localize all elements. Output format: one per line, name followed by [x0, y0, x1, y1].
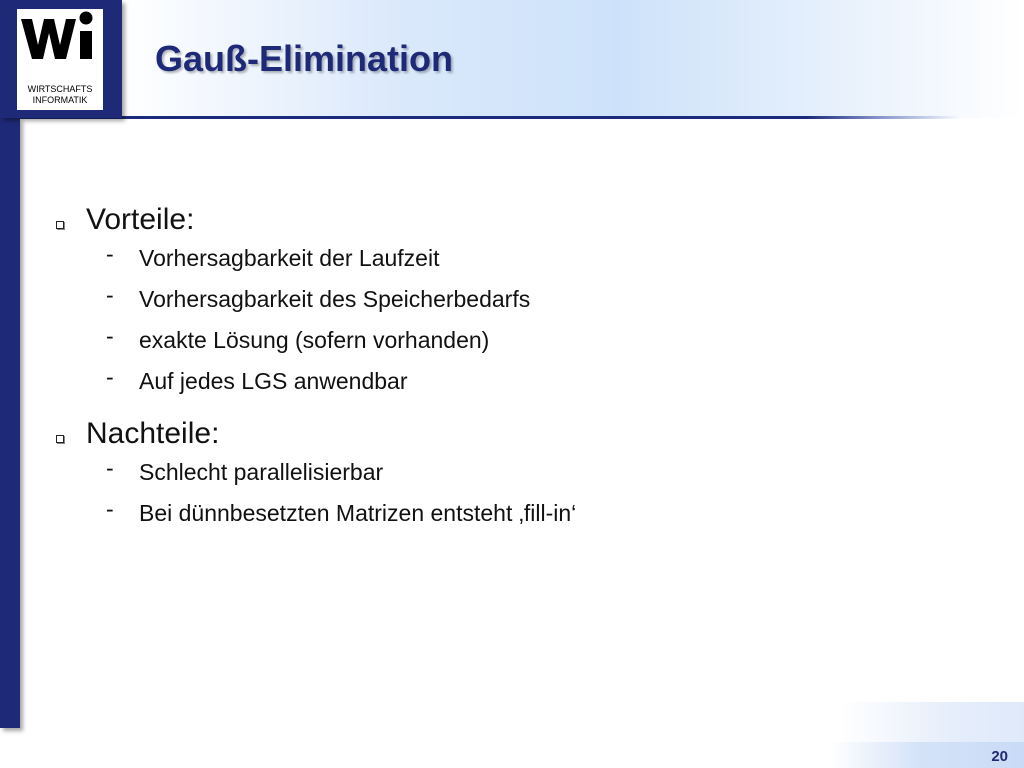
dash-icon: -	[106, 496, 114, 522]
dash-icon: -	[106, 364, 114, 390]
dash-icon: -	[106, 241, 114, 267]
list-item-text: exakte Lösung (sofern vorhanden)	[139, 327, 490, 353]
list-item-text: Auf jedes LGS anwendbar	[139, 368, 408, 394]
footer-gradient	[840, 702, 1024, 742]
page-number: 20	[991, 748, 1008, 765]
left-side-bar	[0, 118, 20, 728]
section-heading: Nachteile:	[86, 417, 220, 450]
square-bullet-icon	[56, 435, 64, 443]
square-bullet-icon	[56, 221, 64, 229]
dash-icon: -	[106, 455, 114, 481]
list-item-text: Schlecht parallelisierbar	[139, 459, 384, 485]
list-item-text: Vorhersagbarkeit der Laufzeit	[139, 245, 440, 271]
logo-line-1: WIRTSCHAFTS	[27, 84, 93, 94]
dash-icon: -	[106, 323, 114, 349]
wi-logo-icon	[17, 9, 103, 84]
dash-icon: -	[106, 282, 114, 308]
header-rule	[0, 116, 960, 119]
logo-line-2: INFORMATIK	[32, 95, 88, 105]
logo-panel	[17, 9, 103, 110]
logo-text	[17, 84, 103, 106]
list-item-text: Bei dünnbesetzten Matrizen entsteht ‚fill-in‘	[139, 500, 577, 526]
list-item-text: Vorhersagbarkeit des Speicherbedarfs	[139, 286, 531, 312]
section-heading: Vorteile:	[86, 203, 195, 236]
slide-title: Gauß-Elimination	[155, 38, 454, 79]
logo	[0, 0, 122, 118]
